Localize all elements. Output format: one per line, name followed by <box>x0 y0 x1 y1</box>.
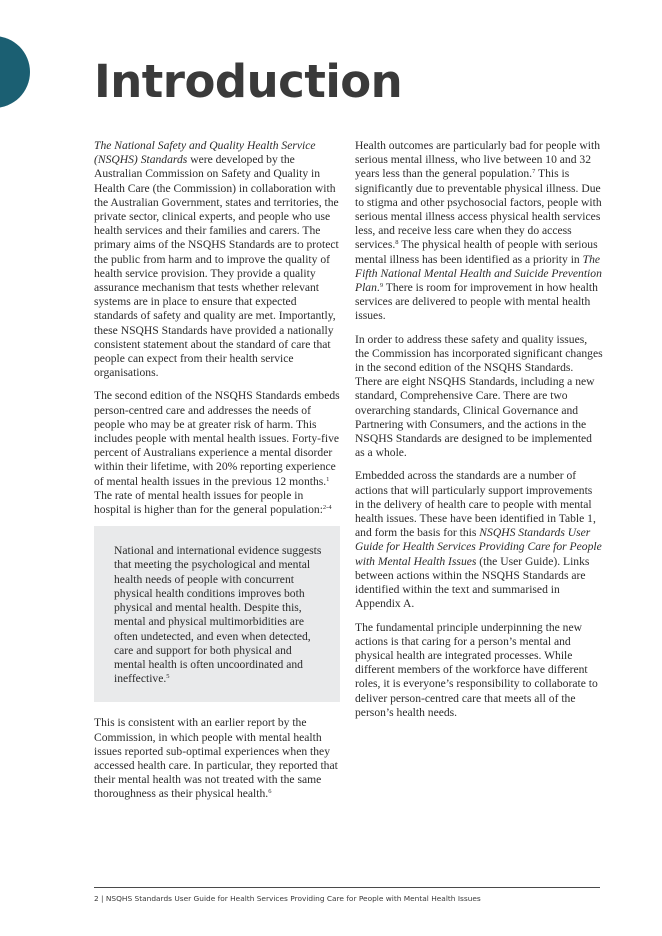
plan-title: The Fifth National Mental Health and Suicide Prevention Plan <box>355 252 602 295</box>
earlier-report-paragraph: This is consistent with an earlier report by the Commission, in which people with mental health issues reported sub-optimal experiences when they accessed health care. In particular, they reported that their mental health was not treated with the same thoroughness as their physical health.$^6$ <box>94 716 338 801</box>
right-column <box>355 139 603 729</box>
footer-divider <box>94 887 600 888</box>
page-footer: 2 | NSQHS Standards User Guide for Health Services Providing Care for People with Mental Health Issues <box>94 894 481 903</box>
second-edition-paragraph: The second edition of the NSQHS Standards embeds person-centred care and addresses the needs of people who may be at greater risk of harm. This includes people with mental health issues. Forty-five percent of Australians experience a mental disorder within their lifetime, with 20% reporting experience of mental health issues in the previous 12 months.$^1$ The rate of mental health issues for people in hospital is higher than for the general population:$^{2-4}$ <box>94 389 340 517</box>
reference-2-4: 2-4 <box>322 504 332 512</box>
reference-7: 7 <box>532 168 536 176</box>
reference-1: 1 <box>326 475 330 483</box>
section-tab-marker <box>0 36 30 108</box>
reference-5: 5 <box>166 673 170 681</box>
user-guide-title: NSQHS Standards User Guide for Health Services Providing Care for People with Mental Health Issues <box>355 526 602 568</box>
reference-8: 8 <box>395 239 399 247</box>
intro-paragraph: The National Safety and Quality Health Service (NSQHS) Standards were developed by the Australian Commission on Safety and Quality in Health Care (the Commission) in collaboration with the Australian Government, states and territories, the private sector, clinical experts, and people who use health services and their families and carers. The primary aims of the NSQHS Standards are to protect the public from harm and to improve the quality of health service provision. They provide a quality assurance mechanism that tests whether relevant systems are in place to ensure that expected standards of safety and quality are met. Importantly, these NSQHS Standards have provided a nationally consistent statement about the standard of care that people can expect from their health service organisations. <box>94 139 339 380</box>
page-title: Introduction <box>94 55 403 108</box>
user-guide-paragraph: Embedded across the standards are a number of actions that will particularly support improvements in the delivery of health care to people with mental health issues. These have been identified in Table 1, and form the basis for this NSQHS Standards User Guide for Health Services Providing Care for People with Mental Health Issues (the User Guide). Links between actions within the NSQHS Standards are identified within the text and summarised in Appendix A. <box>355 469 602 611</box>
standards-name: The National Safety and Quality Health Service (NSQHS) Standards <box>94 139 316 167</box>
principle-paragraph: The fundamental principle underpinning the new actions is that caring for a person’s mental and physical health are integrated processes. While different members of the workforce have different roles, it is everyone’s responsibility to collaborate to deliver person-centred care that meets all of the person’s health needs. <box>355 620 598 719</box>
evidence-callout-box: National and international evidence suggests that meeting the psychological and mental health needs of people with concurrent physical health conditions improves both physical and mental health. Despite this, mental and physical multimorbidities are often undetected, and even when detected, care and support for both physical and mental health is often uncoordinated and ineffective.$^5$ <box>94 526 340 702</box>
reference-9: 9 <box>379 282 384 290</box>
health-outcomes-paragraph: Health outcomes are particularly bad for people with serious mental illness, who live between 10 and 32 years less than the general population.$^7$ This is significantly due to preventable physical illness. Due to stigma and other psychosocial factors, people with serious mental illness access physical health services less, and receive less care when they do access services.$^8$ The physical health of people with serious mental illness has been identified as a priority in The Fifth National Mental Health and Suicide Prevention Plan.$^9$ There is room for improvement in how health services are delivered to people with mental health issues. <box>355 139 602 323</box>
changes-paragraph: In order to address these safety and quality issues, the Commission has incorporated significant changes in the second edition of the NSQHS Standards. There are eight NSQHS Standards, including a new standard, Comprehensive Care. There are two overarching standards, Clinical Governance and Partnering with Consumers, and the actions in the NSQHS Standards are designed to be implemented as a whole. <box>355 332 603 460</box>
left-column <box>94 139 340 811</box>
reference-6: 6 <box>268 788 272 796</box>
